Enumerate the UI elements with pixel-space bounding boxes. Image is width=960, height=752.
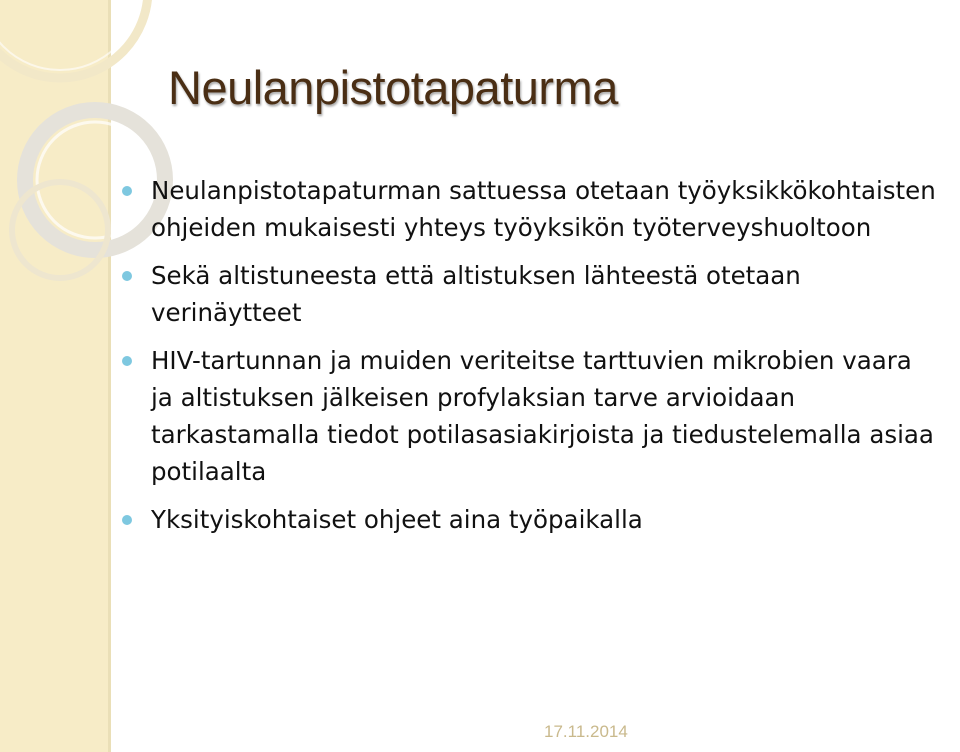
bullet-text: Neulanpistotapaturman sattuessa otetaan työyksikkökohtaisten ohjeiden mukaisesti yhteys työyksikön työterveyshuoltoon [151,176,936,242]
bullet-text: Yksityiskohtaiset ohjeet aina työpaikalla [151,505,643,534]
bullet-dot-icon [122,271,132,281]
footer-date: 17.11.2014 [544,722,628,741]
bullet-text: HIV-tartunnan ja muiden veriteitse tarttuvien mikrobien vaara ja altistuksen jälkeisen profylaksian tarve arvioidaan tarkastamalla tiedot potilasasiakirjoista ja tiedustelemalla asiaa potilaalta [151,346,934,486]
slide-title: Neulanpistotapaturma [168,61,618,114]
bullet-dot-icon [122,186,132,196]
bullet-dot-icon [122,515,132,525]
deco-circle-top [0,0,148,78]
bullet-list [118,172,938,549]
bullet-item [118,172,951,246]
bullet-text: Sekä altistuneesta että altistuksen lähteestä otetaan verinäytteet [151,261,801,327]
bullet-item [118,257,871,331]
deco-circle-low [12,182,108,278]
bullet-item [118,342,941,490]
bullet-dot-icon [122,356,132,366]
bullet-item [118,501,938,538]
